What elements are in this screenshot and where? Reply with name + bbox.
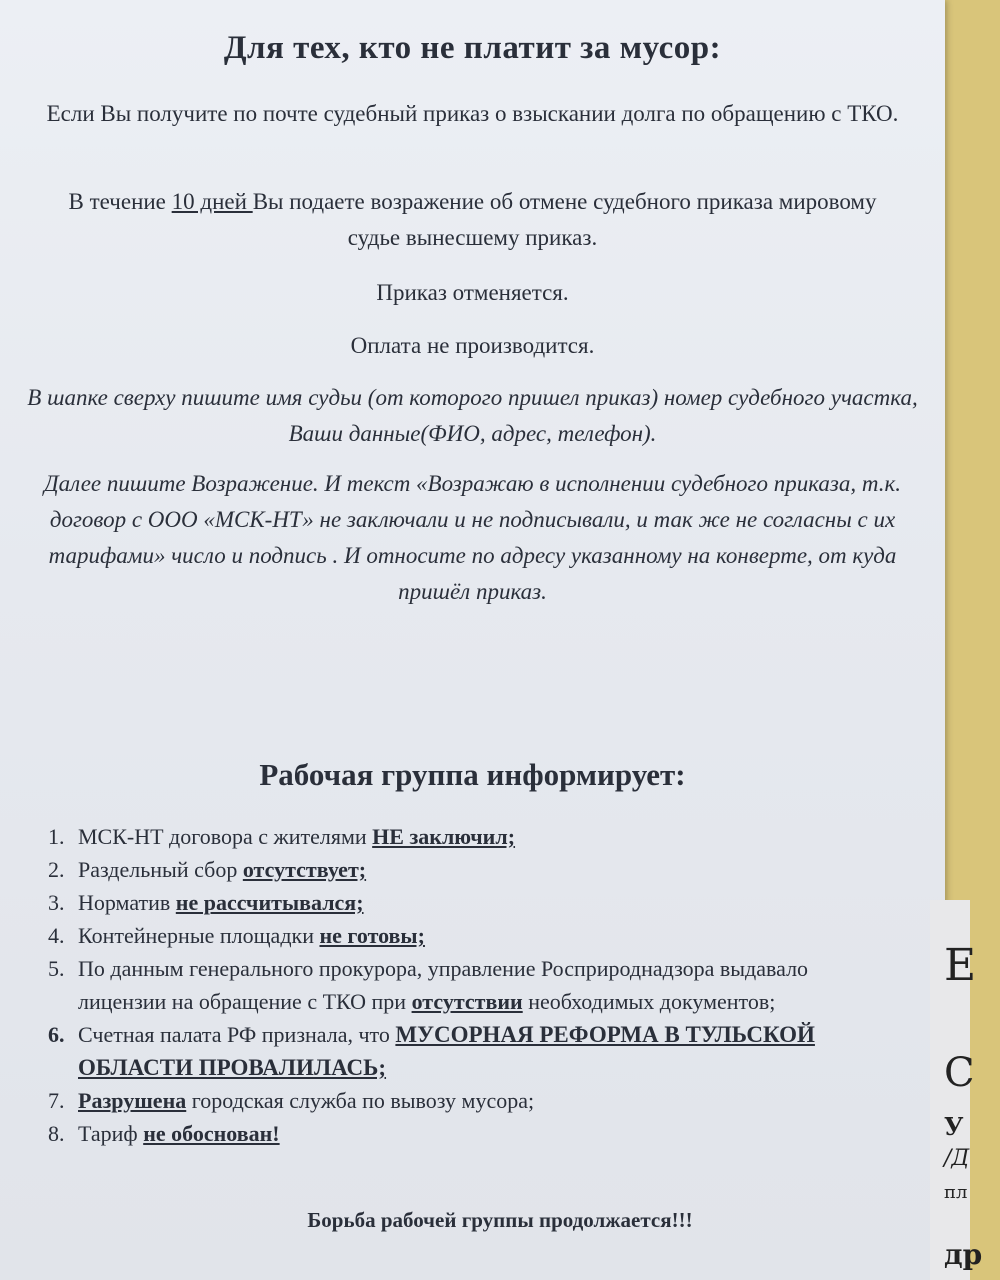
list-item (48, 886, 898, 919)
section-title: Рабочая группа информирует: (259, 757, 686, 792)
paragraph-order-cancelled: Приказ отменяется. (376, 280, 569, 305)
side-fragment: С (944, 1050, 975, 1096)
paragraph-court-order: Если Вы получите по почте судебный приказ о взыскании долга по обращению с ТКО. (46, 101, 899, 126)
item-emphasis: НЕ заключил; (372, 824, 516, 849)
item-text: Раздельный сбор (78, 857, 243, 882)
list-item (48, 1084, 898, 1117)
item-number: 1. (48, 824, 65, 849)
item-emphasis: не обоснован! (143, 1121, 280, 1146)
item-emphasis: не готовы; (319, 923, 425, 948)
item-emphasis: отсутствии (411, 989, 523, 1014)
notice-title: Для тех, кто не платит за мусор: (223, 30, 722, 66)
item-text: По данным генерального прокурора, управление Росприроднадзора выдавало лицензии на обращение с ТКО при (78, 956, 809, 1014)
side-fragment: пл (944, 1182, 968, 1203)
list-item (48, 820, 898, 853)
item-text: Тариф (78, 1121, 144, 1146)
item-number: 7. (48, 1088, 65, 1113)
item-text: МСК-НТ договора с жителями (78, 824, 373, 849)
paragraph-objection-text: Далее пишите Возражение. И текст «Возражаю в исполнении судебного приказа, т.к. договор с ООО «МСК-НТ» не заключали и не подписывали, и так же не согласны с их тарифами» число и подпись . И относите по адресу указанному на конверте, от куда пришёл приказ. (43, 471, 902, 604)
list-item (48, 1018, 898, 1084)
list-item (48, 853, 898, 886)
item-emphasis: не рассчитывался; (175, 890, 364, 915)
text-part: Вы подаете возражение об отмене судебного приказа мировому судье вынесшему приказ. (252, 189, 877, 250)
list-item (48, 919, 898, 952)
item-number: 4. (48, 923, 65, 948)
item-number: 2. (48, 857, 65, 882)
deadline-days: 10 дней (171, 189, 253, 214)
closing-statement: Борьба рабочей группы продолжается!!! (307, 1208, 693, 1232)
side-fragment: /Д (944, 1146, 970, 1171)
item-text: Контейнерные площадки (78, 923, 320, 948)
info-list (48, 820, 898, 1150)
side-fragment: др (944, 1238, 983, 1271)
item-number: 6. (48, 1022, 65, 1047)
paragraph-header-instructions: В шапке сверху пишите имя судьи (от которого пришел приказ) номер судебного участка, Ваши данные(ФИО, адрес, телефон). (27, 385, 918, 446)
item-emphasis: отсутствует; (242, 857, 367, 882)
item-emphasis: МУСОРНАЯ РЕФОРМА В ТУЛЬСКОЙ ОБЛАСТИ ПРОВАЛИЛАСЬ; (78, 1022, 815, 1080)
item-text: Норматив (78, 890, 176, 915)
text-part: В течение (68, 189, 172, 214)
side-fragment: Е (944, 940, 977, 991)
item-emphasis: Разрушена (78, 1088, 187, 1113)
item-number: 3. (48, 890, 65, 915)
list-item (48, 952, 898, 1018)
item-text: Счетная палата РФ признала, что (78, 1022, 396, 1047)
item-tail: необходимых документов; (522, 989, 776, 1014)
list-item (48, 1117, 898, 1150)
paragraph-no-payment: Оплата не производится. (350, 333, 595, 358)
side-fragment: У (944, 1112, 964, 1141)
paragraph-objection-deadline (0, 184, 945, 256)
item-number: 5. (48, 956, 65, 981)
item-tail: городская служба по вывозу мусора; (186, 1088, 535, 1113)
item-number: 8. (48, 1121, 65, 1146)
